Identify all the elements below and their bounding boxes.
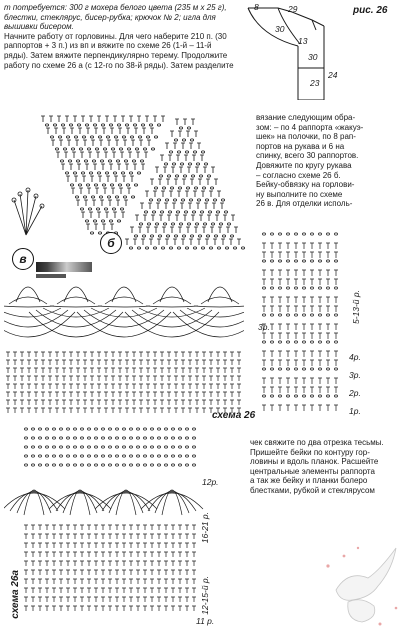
row-label: 5-13-й р. (351, 290, 361, 325)
intro-line: работу по схеме 26 а (с 12-го по 38-й ряды). Затем разделите (4, 60, 234, 70)
instruction-line: Бейку-обвязку на горлови- (256, 180, 355, 190)
motif-v (6, 180, 46, 240)
instruction-line: Довяжите по кругу рукава (256, 160, 352, 170)
instruction-line: портов на рукава и 6 на (256, 141, 345, 151)
legend-bar-2 (36, 274, 66, 278)
pattern-dim: 13 (298, 36, 308, 46)
row-label: 11 р. (196, 616, 215, 626)
schema-26a-label: схема 26а (10, 570, 21, 619)
label-b: б (100, 232, 122, 254)
row-label: 1р. (349, 406, 361, 416)
pattern-dim: 23 (310, 78, 320, 88)
intro-line: блестки, стеклярус, бисер-рубка; крючок № 2; игла для (4, 12, 216, 22)
intro-line: вышивки бисером. (4, 22, 74, 32)
instruction-line: 26 в. Для отделки исполь- (256, 199, 353, 209)
legend-bar (36, 262, 92, 272)
intro-line: т потребуется: 300 г мохера белого цвета (235 м х 25 г), (4, 3, 227, 12)
instruction-line: ловины и вдоль планок. Расшейте (250, 457, 379, 467)
crochet-chart-26 (4, 282, 244, 422)
row-label: 2р. (349, 388, 361, 398)
label-v: в (12, 248, 34, 270)
instructions-right (256, 113, 406, 209)
instruction-line: ну выполните по схеме (256, 189, 343, 199)
pattern-dim: 30 (275, 24, 285, 34)
instruction-line: а так же бейку и планки болеро (250, 476, 368, 486)
row-label: 4р. (349, 352, 361, 362)
instructions-bottom (250, 438, 406, 496)
instruction-line: зом: – по 4 раппорта «жакуэ- (256, 122, 364, 132)
pattern-dim: 24 (328, 70, 338, 80)
crochet-chart-26a (4, 425, 204, 625)
instruction-line: шек» на полочки, по 8 рап- (256, 132, 356, 142)
pattern-dim: 30 (308, 52, 318, 62)
instruction-line: центральные элементы раппорта (250, 466, 375, 476)
intro-line: ряды). Затем вяжите перпендикулярно терему. Продолжите (4, 50, 228, 60)
row-label: 12р. (202, 477, 219, 487)
row-label: 12-15-й р. (200, 576, 210, 615)
instruction-line: чек свяжите по два отрезка тесьмы. (250, 438, 384, 447)
instruction-line: Пришейте бейки по контуру гор- (250, 447, 370, 457)
crochet-chart-center (120, 115, 250, 265)
doves-illustration (318, 540, 408, 630)
intro-line: Начните работу от горловины. Для чего наберите 210 п. (30 (4, 31, 227, 41)
row-label: 16-21 р. (200, 512, 210, 544)
crochet-chart-rows (258, 230, 348, 420)
intro-line: раппортов + 3 п.) из вп и вяжите по схеме 26 (1-й – 11-й (4, 41, 212, 51)
pattern-dim: 8 (254, 2, 259, 12)
pattern-dim: 29 (288, 4, 298, 14)
row-label: 3р. (258, 322, 270, 332)
schema-26-label: схема 26 (212, 410, 256, 421)
instruction-line: – согласно схеме 26 б. (256, 170, 341, 180)
pattern-title: рис. 26 (353, 5, 388, 16)
instruction-line: вязание следующим обра- (256, 113, 356, 122)
intro-text (4, 3, 242, 70)
instruction-line: спинку, всего 30 раппортов. (256, 151, 359, 161)
instruction-line: блестками, рубкой и стеклярусом (250, 485, 375, 495)
row-label: 3р. (349, 370, 361, 380)
